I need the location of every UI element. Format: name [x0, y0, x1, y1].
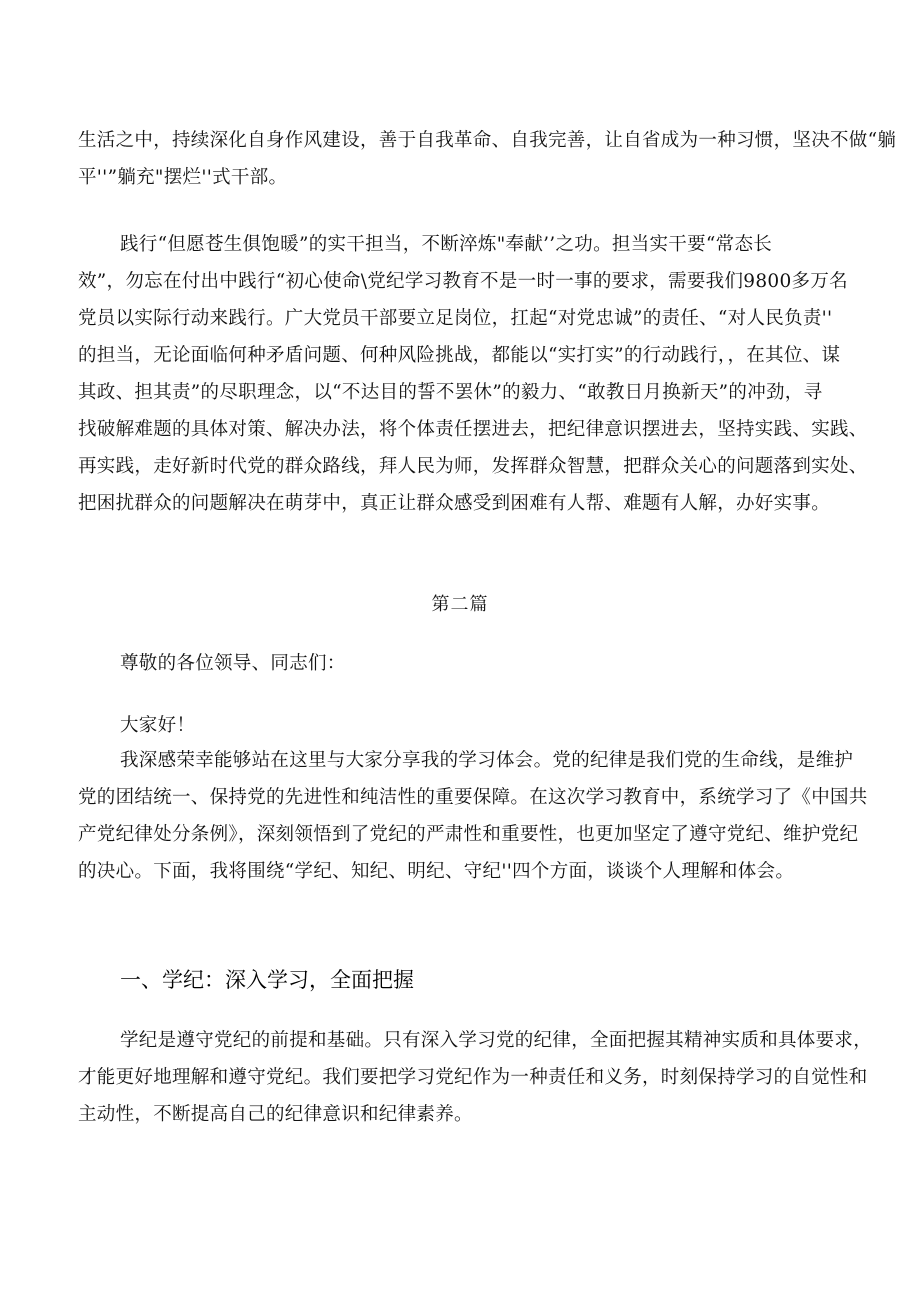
paragraph-line: 党的团结统一、保持党的先进性和纯洁性的重要保障。在这次学习教育中，系统学习了《中国共 [78, 787, 868, 808]
paragraph-line: 的担当，无论面临何种矛盾问题、何种风险挑战，都能以“实打实”的行动践行，，在其位、谋 [78, 345, 841, 366]
paragraph-line: 其政、担其责”的尽职理念，以“不达目的誓不罢休”的毅力、“敢教日月换新天”的冲劲，寻 [78, 382, 823, 403]
paragraph-line: 党员以实际行动来践行。广大党员干部要立足岗位，扛起“对党忠诚”的责任、“对人民负责'' [78, 308, 833, 329]
paragraph-line: 我深感荣幸能够站在这里与大家分享我的学习体会。党的纪律是我们党的生命线，是维护 [120, 750, 854, 771]
paragraph-line: 才能更好地理解和遵守党纪。我们要把学习党纪作为一种责任和义务，时刻保持学习的自觉性和 [78, 1067, 868, 1088]
salutation: 尊敬的各位领导、同志们： [120, 653, 346, 674]
greeting: 大家好！ [120, 715, 196, 736]
paragraph-line: 学纪是遵守党纪的前提和基础。只有深入学习党的纪律，全面把握其精神实质和具体要求， [120, 1030, 873, 1051]
section-title: 第二篇 [431, 594, 489, 615]
paragraph-line: 再实践，走好新时代党的群众路线，拜人民为师，发挥群众智慧，把群众关心的问题落到实处、 [78, 456, 868, 477]
paragraph-line: 平''”躺充"摆烂''式干部。 [78, 167, 288, 188]
paragraph-line: 主动性，不断提高自己的纪律意识和纪律素养。 [78, 1104, 473, 1125]
paragraph-line: 践行“但愿苍生俱饱暖”的实干担当，不断淬炼"奉献’’之功。担当实干要“常态长 [120, 234, 773, 255]
paragraph-practice [78, 226, 868, 522]
paragraph-study [78, 1022, 873, 1133]
paragraph-line: 产党纪律处分条例》，深刻领悟到了党纪的严肃性和重要性，也更加坚定了遵守党纪、维护党纪 [78, 824, 859, 845]
paragraph-intro [78, 742, 868, 890]
paragraph-line: 找破解难题的具体对策、解决办法，将个体责任摆进去，把纪律意识摆进去，坚持实践、实践、 [78, 419, 868, 440]
section-heading: 一、学纪：深入学习，全面把握 [120, 968, 414, 992]
paragraph-line: 的决心。下面，我将围绕“学纪、知纪、明纪、守纪''四个方面，谈谈个人理解和体会。 [78, 861, 795, 882]
paragraph-continuation [78, 122, 897, 196]
paragraph-line: 把困扰群众的问题解决在萌芽中，真正让群众感受到困难有人帮、难题有人解，办好实事。 [78, 493, 831, 514]
paragraph-line: 生活之中，持续深化自身作风建设，善于自我革命、自我完善，让自省成为一种习惯，坚决不做“躺 [78, 130, 897, 151]
paragraph-line: 效”，勿忘在付出中践行“初心使命\党纪学习教育不是一时一事的要求，需要我们9800多万名 [78, 271, 848, 292]
